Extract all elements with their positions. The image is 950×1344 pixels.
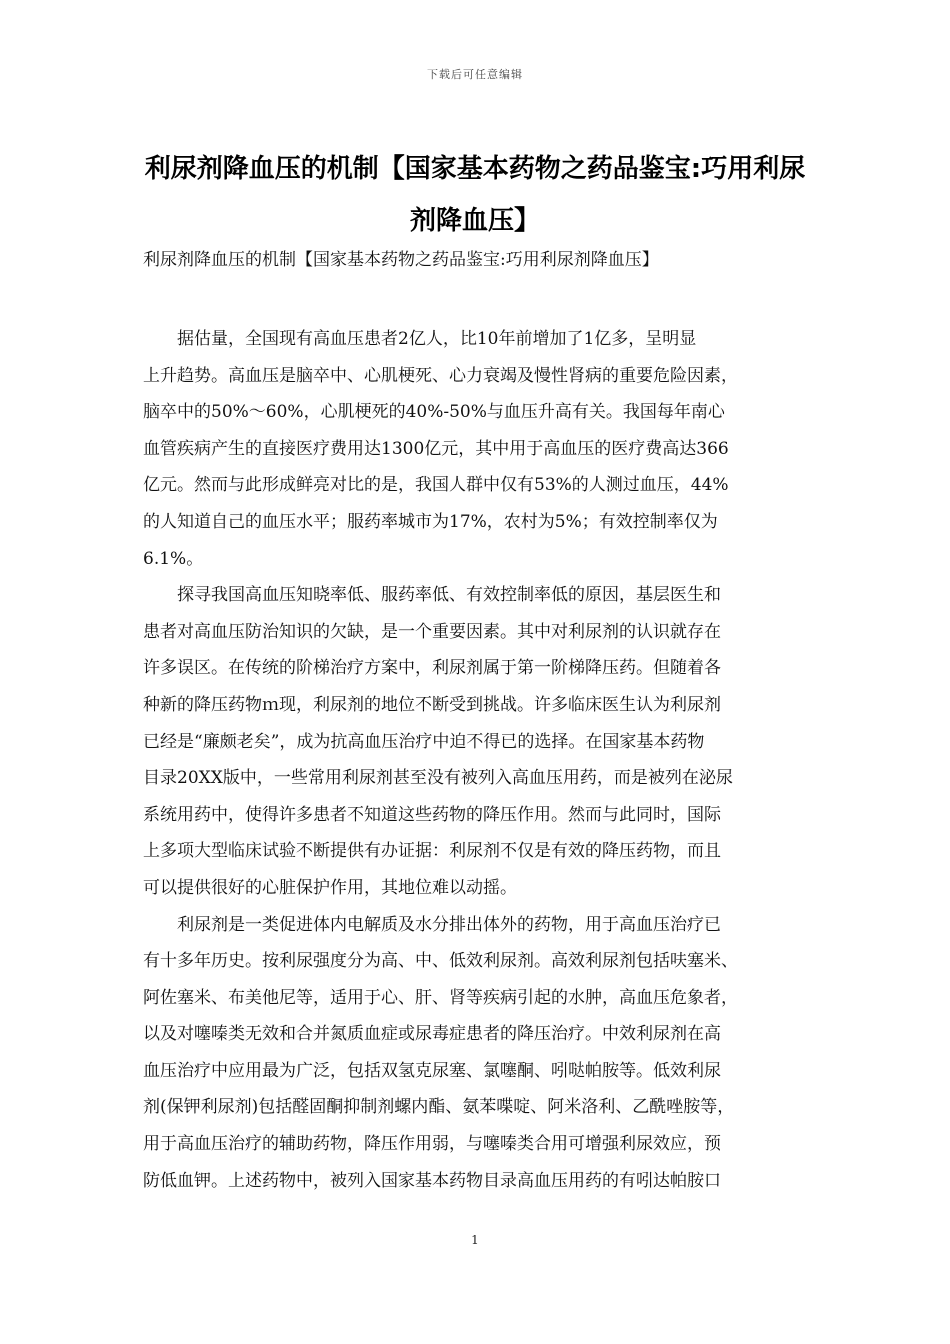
document-subtitle: 利尿剂降血压的机制【国家基本药物之药品鉴宝:巧用利尿剂降血压】 (143, 250, 659, 270)
page-header-note: 下载后可任意编辑 (427, 68, 523, 81)
document-title: 利尿剂降血压的机制【国家基本药物之药品鉴宝:巧用利尿剂降血压】 (144, 154, 806, 236)
paragraph: 据估量，全国现有高血压患者2亿人，比10年前增加了1亿多，呈明显 上升趋势。高血压是脑卒中、心肌梗死、心力衰竭及慢性肾病的重要危险因素， 脑卒中的50%～60%，心肌梗死的40%-50%与血压升高有关。我国每年南心 血管疾病产生的直接医疗费用达1300亿元，其中用于高血压的医疗费高达366 亿元。然而与此形成鲜亮对比的是，我国人群中仅有53%的人测过血压，44% 的人知道自己的血压水平；服药率城市为17%，农村为5%；有效控制率仅为 6.1%。 (143, 329, 738, 569)
paragraph: 利尿剂是一类促进体内电解质及水分排出体外的药物，用于高血压治疗已 有十多年历史。按利尿强度分为高、中、低效利尿剂。高效利尿剂包括呋塞米、 阿佐塞米、布美他尼等，适用于心、肝、肾等疾病引起的水肿，高血压危象者， 以及对噻嗪类无效和合并氮质血症或尿毒症患者的降压治疗。中效利尿剂在高 血压治疗中应用最为广泛，包括双氢克尿塞、氯噻酮、吲哒帕胺等。低效利尿 剂(保钾利尿剂)包括醛固酮抑制剂螺内酯、氨苯喋啶、阿米洛利、乙酰唑胺等， 用于高血压治疗的辅助药物，降压作用弱，与噻嗪类合用可增强利尿效应，预 防低血钾。上述药物中，被列入国家基本药物目录高血压用药的有吲达帕胺口 (143, 914, 738, 1191)
document-body (143, 321, 809, 1199)
paragraph: 探寻我国高血压知晓率低、服药率低、有效控制率低的原因，基层医生和 患者对高血压防治知识的欠缺，是一个重要因素。其中对利尿剂的认识就存在 许多误区。在传统的阶梯治疗方案中，利尿剂属于第一阶梯降压药。但随着各 种新的降压药物ｍ现，利尿剂的地位不断受到挑战。许多临床医生认为利尿剂 已经是“廉颇老矣”，成为抗高血压治疗中迫不得已的选择。在国家基本药物 目录20XX版中，一些常用利尿剂甚至没有被列入高血压用药，而是被列在泌尿 系统用药中，使得许多患者不知道这些药物的降压作用。然而与此同时，国际 上多项大型临床试验不断提供有办证据：利尿剂不仅是有效的降压药物，而且 可以提供很好的心脏保护作用，其地位难以动摇。 (143, 585, 733, 898)
page-number: 1 (471, 1233, 479, 1247)
